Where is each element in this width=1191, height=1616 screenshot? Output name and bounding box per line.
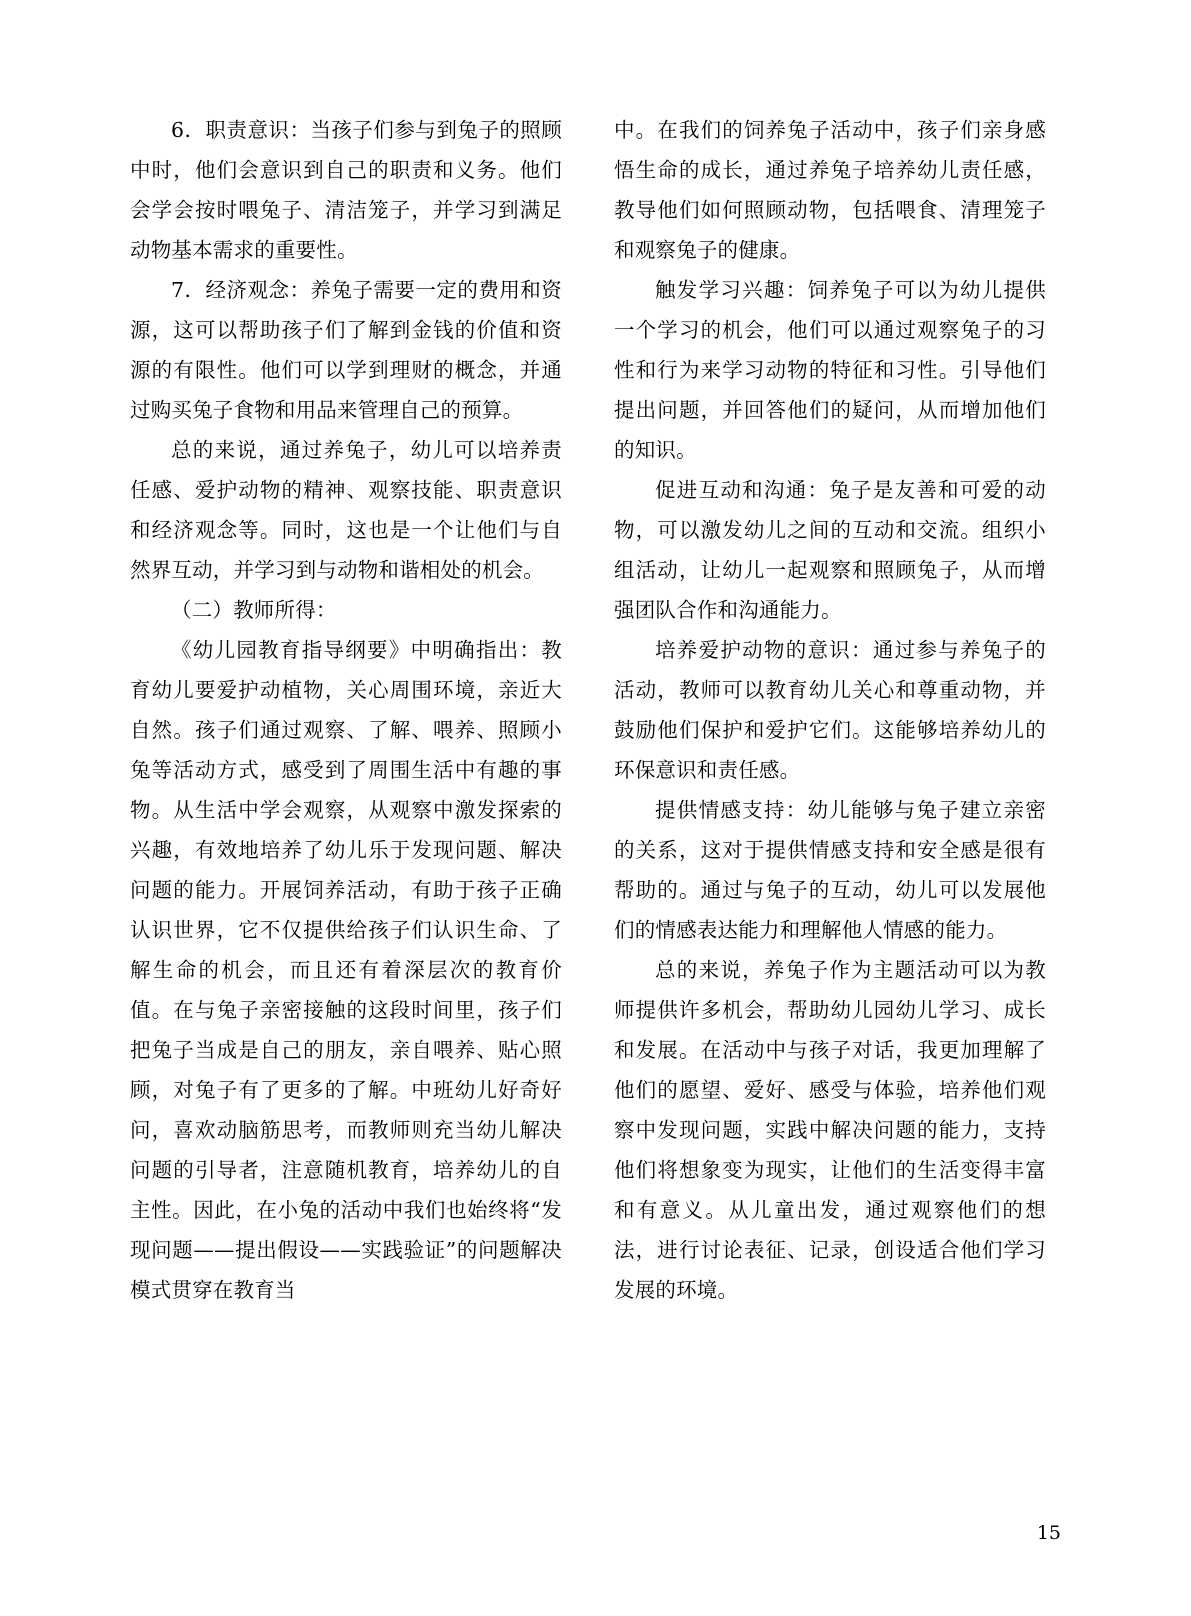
paragraph: 《幼儿园教育指导纲要》中明确指出：教育幼儿要爱护动植物，关心周围环境，亲近大自然。孩子们通过观察、了解、喂养、照顾小兔等活动方式，感受到了周围生活中有趣的事物。从生活中学会观察，从观察中激发探索的兴趣，有效地培养了幼儿乐于发现问题、解决问题的能力。开展饲养活动，有助于孩子正确认识世界，它不仅提供给孩子们认识生命、了解生命的机会，而且还有着深层次的教育价值。在与兔子亲密接触的这段时间里，孩子们把兔子当成是自己的朋友，亲自喂养、贴心照顾，对兔子有了更多的了解。中班幼儿好奇好问，喜欢动脑筋思考，而教师则充当幼儿解决问题的引导者，注意随机教育，培养幼儿的自主性。因此，在小兔的活动中我们也始终将“发现问题——提出假设——实践验证”的问题解决模式贯穿在教育当 [130, 638, 562, 1302]
paragraph: 培养爱护动物的意识：通过参与养兔子的活动，教师可以教育幼儿关心和尊重动物，并鼓励他们保护和爱护它们。这能够培养幼儿的环保意识和责任感。 [614, 638, 1046, 782]
left-column [130, 110, 562, 1310]
section-heading: （二）教师所得： [171, 598, 337, 622]
paragraph: 触发学习兴趣：饲养兔子可以为幼儿提供一个学习的机会，他们可以通过观察兔子的习性和行为来学习动物的特征和习性。引导他们提出问题，并回答他们的疑问，从而增加他们的知识。 [614, 278, 1046, 462]
paragraph: 7．经济观念：养兔子需要一定的费用和资源，这可以帮助孩子们了解到金钱的价值和资源的有限性。他们可以学到理财的概念，并通过购买兔子食物和用品来管理自己的预算。 [130, 278, 562, 422]
paragraph: 总的来说，通过养兔子，幼儿可以培养责任感、爱护动物的精神、观察技能、职责意识和经济观念等。同时，这也是一个让他们与自然界互动，并学习到与动物和谐相处的机会。 [130, 438, 562, 582]
paragraph: 6．职责意识：当孩子们参与到兔子的照顾中时，他们会意识到自己的职责和义务。他们会学会按时喂兔子、清洁笼子，并学习到满足动物基本需求的重要性。 [130, 118, 562, 262]
paragraph: 总的来说，养兔子作为主题活动可以为教师提供许多机会，帮助幼儿园幼儿学习、成长和发展。在活动中与孩子对话，我更加理解了他们的愿望、爱好、感受与体验，培养他们观察中发现问题，实践中解决问题的能力，支持他们将想象变为现实，让他们的生活变得丰富和有意义。从儿童出发，通过观察他们的想法，进行讨论表征、记录，创设适合他们学习发展的环境。 [614, 958, 1046, 1302]
paragraph: 促进互动和沟通：兔子是友善和可爱的动物，可以激发幼儿之间的互动和交流。组织小组活动，让幼儿一起观察和照顾兔子，从而增强团队合作和沟通能力。 [614, 478, 1046, 622]
right-column [614, 110, 1046, 1310]
paragraph: 提供情感支持：幼儿能够与兔子建立亲密的关系，这对于提供情感支持和安全感是很有帮助的。通过与兔子的互动，幼儿可以发展他们的情感表达能力和理解他人情感的能力。 [614, 798, 1046, 942]
paragraph: 中。在我们的饲养兔子活动中，孩子们亲身感悟生命的成长，通过养兔子培养幼儿责任感，教导他们如何照顾动物，包括喂食、清理笼子和观察兔子的健康。 [614, 118, 1046, 262]
page-number: 15 [1036, 1522, 1061, 1544]
two-column-body [130, 110, 1061, 1310]
